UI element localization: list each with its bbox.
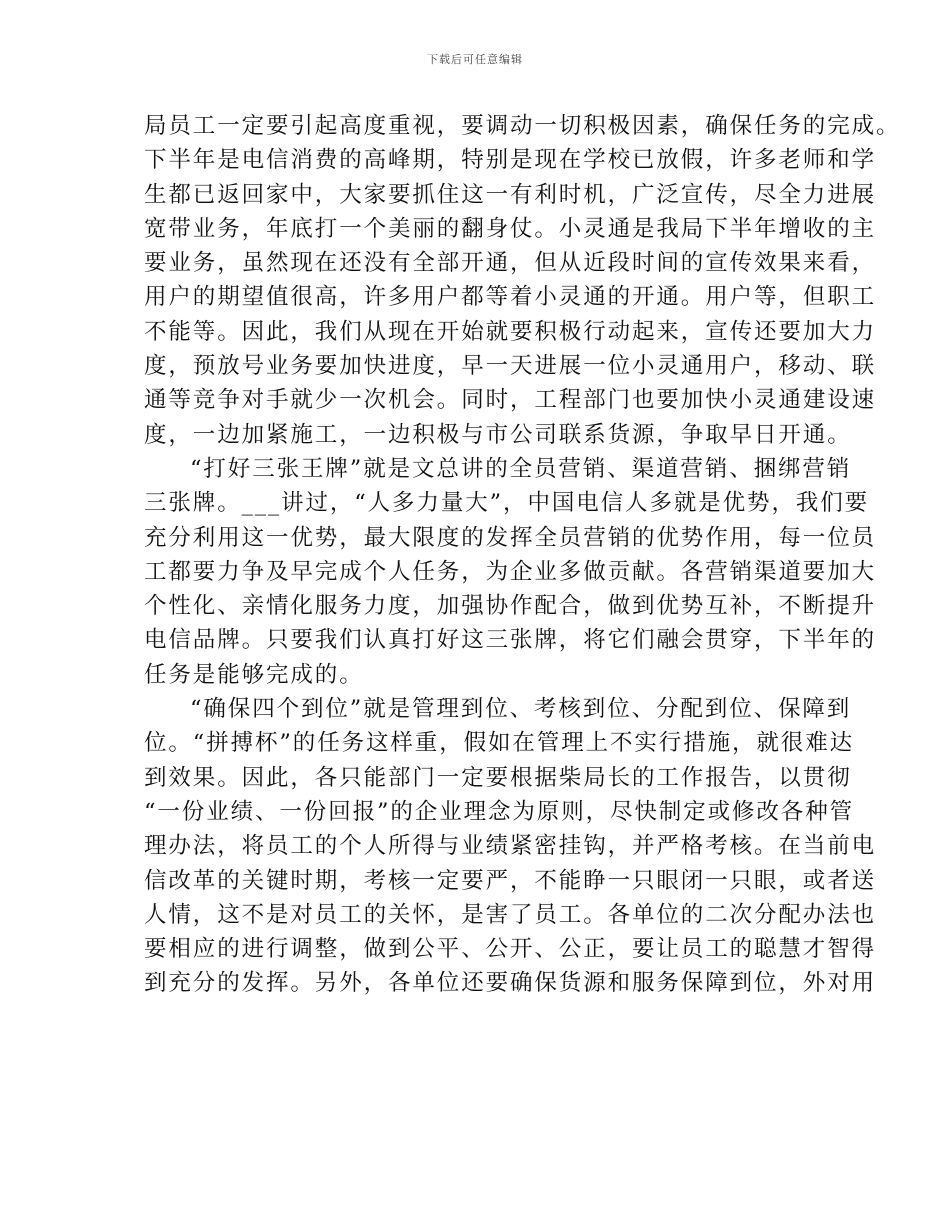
text-line: “确保四个到位”就是管理到位、考核到位、分配到位、保障到 [190, 696, 852, 723]
document-body [144, 109, 901, 1001]
text-line: 工都要力争及早完成个人任务，为企业多做贡献。各营销渠道要加大 [144, 558, 877, 585]
paragraph [144, 452, 877, 692]
text-line: 到充分的发挥。另外，各单位还要确保货源和服务保障到位，外对用 [144, 970, 877, 997]
text-line: 电信品牌。只要我们认真打好这三张牌，将它们融会贯穿，下半年的 [144, 627, 877, 654]
paragraph [144, 692, 877, 1001]
text-line: 三张牌。___讲过，“人多力量大”，中国电信人多就是优势，我们要 [144, 490, 870, 517]
text-line: 个性化、亲情化服务力度，加强协作配合，做到优势互补，不断提升 [144, 593, 877, 620]
text-line: 位。“拼搏杯”的任务这样重，假如在管理上不实行措施，就很难达 [144, 730, 855, 757]
text-line: 任务是能够完成的。 [144, 661, 364, 688]
page-header: 下载后可任意编辑 [427, 53, 523, 66]
text-line: 人情，这不是对员工的关怀，是害了员工。各单位的二次分配办法也 [144, 901, 877, 928]
text-line: 要业务，虽然现在还没有全部开通，但从近段时间的宣传效果来看， [144, 250, 877, 277]
text-line: “打好三张王牌”就是文总讲的全员营销、渠道营销、捆绑营销 [190, 455, 852, 482]
text-line: 信改革的关键时期，考核一定要严，不能睁一只眼闭一只眼，或者送 [144, 867, 877, 894]
text-line: 局员工一定要引起高度重视，要调动一切积极因素，确保任务的完成。 [144, 113, 901, 139]
text-line: 用户的期望值很高，许多用户都等着小灵通的开通。用户等，但职工 [144, 284, 877, 311]
text-line: 到效果。因此，各只能部门一定要根据柴局长的工作报告，以贯彻 [144, 764, 852, 791]
text-line: 宽带业务，年底打一个美丽的翻身仗。小灵通是我局下半年增收的主 [144, 215, 877, 242]
text-line: 度，一边加紧施工，一边积极与市公司联系货源，争取早日开通。 [144, 421, 852, 448]
text-line: 要相应的进行调整，做到公平、公开、公正，要让员工的聪慧才智得 [144, 936, 877, 963]
text-line: 下半年是电信消费的高峰期，特别是现在学校已放假，许多老师和学 [144, 147, 877, 174]
text-line: 充分利用这一优势，最大限度的发挥全员营销的优势作用，每一位员 [144, 524, 877, 551]
text-line: 理办法，将员工的个人所得与业绩紧密挂钩，并严格考核。在当前电 [144, 833, 877, 860]
text-line: 生都已返回家中，大家要抓住这一有利时机，广泛宣传，尽全力进展 [144, 181, 877, 208]
text-line: 不能等。因此，我们从现在开始就要积极行动起来，宣传还要加大力 [144, 318, 877, 345]
text-line: 度，预放号业务要加快进度，早一天进展一位小灵通用户，移动、联 [144, 353, 877, 380]
text-line: 通等竞争对手就少一次机会。同时，工程部门也要加快小灵通建设速 [144, 387, 877, 414]
paragraph [144, 109, 901, 452]
text-line: “一份业绩、一份回报”的企业理念为原则，尽快制定或修改各种管 [144, 798, 855, 825]
